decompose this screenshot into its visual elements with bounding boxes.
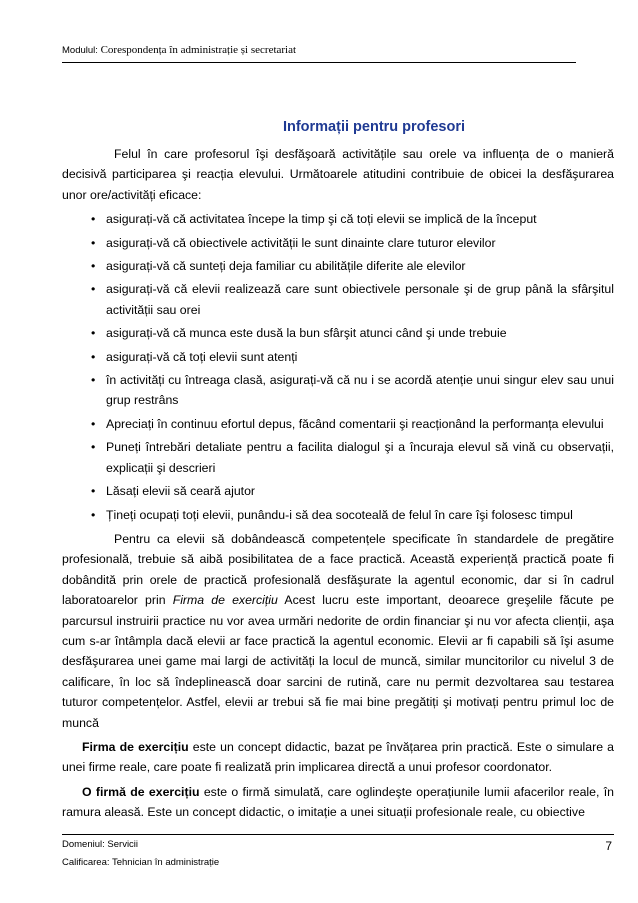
firma-simulated-term: O firmă de exercițiu bbox=[82, 784, 200, 799]
list-item: • asigurați-vă că sunteți deja familiar cu abilitățile diferite ale elevilor bbox=[62, 256, 614, 276]
list-item: • asigurați-vă că elevii realizează care sunt obiectivele personale şi de grup până la sfârşitul activității sau orei bbox=[62, 279, 614, 320]
list-item: • Țineți ocupați toți elevii, punându-i să dea socoteală de felul în care îşi folosesc timpul bbox=[62, 505, 614, 525]
firma-simulated-paragraph: O firmă de exercițiu este o firmă simulată, care oglindeşte operațiunile lumii afacerilor reale, în ramura aleasă. Este un concept didactic, o imitație a unei situații profesionale reale, cu obiective bbox=[62, 784, 614, 820]
bullet-icon: • bbox=[91, 282, 96, 297]
page-title: Informații pentru profesori bbox=[282, 119, 466, 135]
list-item: • Puneți întrebări detaliate pentru a facilita dialogul şi a încuraja elevul să vină cu observații, explicații şi descrieri bbox=[62, 437, 614, 478]
bullet-icon: • bbox=[91, 349, 96, 364]
page-header bbox=[62, 44, 576, 56]
bullet-icon: • bbox=[91, 507, 96, 522]
bullet-icon: • bbox=[91, 440, 96, 455]
list-item: • Apreciați în continuu efortul depus, făcând comentarii şi reacționând la performanța elevului bbox=[62, 414, 614, 434]
bullet-icon: • bbox=[91, 326, 96, 341]
list-item: • în activități cu întreaga clasă, asigurați-vă că nu i se acordă atenție unui singur elev sau unui grup restrâns bbox=[62, 370, 614, 411]
list-item: • asigurați-vă că activitatea începe la timp şi că toți elevii se implică de la început bbox=[62, 209, 614, 229]
intro-paragraph: Felul în care profesorul îşi desfăşoară activitățile sau orele va influența de o manieră decisivă participarea şi reacția elevului. Următoarele atitudini contribuie de obicei la desfăşurarea unor ore/activități eficace: bbox=[62, 147, 614, 202]
header-divider bbox=[62, 62, 576, 63]
list-item: • Lăsați elevii să ceară ajutor bbox=[62, 481, 614, 501]
module-value: Corespondența în administrație și secretariat bbox=[100, 44, 297, 56]
footer-domain: Domeniul: Servicii bbox=[62, 839, 139, 850]
page-number: 7 bbox=[605, 839, 612, 853]
bullet-icon: • bbox=[91, 212, 96, 227]
footer-divider bbox=[62, 834, 614, 835]
bullet-icon: • bbox=[91, 416, 96, 431]
bullet-icon: • bbox=[91, 235, 96, 250]
list-item: • asigurați-vă că munca este dusă la bun sfârşit atunci când şi unde trebuie bbox=[62, 323, 614, 343]
list-item: • asigurați-vă că toți elevii sunt atenți bbox=[62, 347, 614, 367]
attitudes-list bbox=[62, 209, 614, 525]
firma-term: Firma de exercițiu bbox=[82, 739, 189, 754]
practice-paragraph: Pentru ca elevii să dobândească competențele specificate în standardele de pregătire profesională, trebuie să aibă posibilitatea de a face practică. Această experiență practică poate fi dobândită prin orele de practică profesională desfăşurate la agentul economic, dar si în cadrul laboratoarelor prin Firma de exercițiu Acest lucru este important, deoarece greşelile făcute pe parcursul instruirii practice nu vor avea urmări nedorite de ordin financiar şi nu vor afecta clienții, aşa cum s-ar întâmpla dacă elevii ar face practică la agentul economic. Elevii ar fi capabili să îşi asume desfăşurarea unei game mai largi de activități la locul de muncă, similar muncitorilor cu nivelul 3 de calificare, în loc să îndeplinească doar sarcini de rutină, care nu permit dezvoltarea sau testarea tuturor competențelor. Astfel, elevii ar trebui să fie mai bine pregătiți şi motivați pentru primul loc de muncă bbox=[62, 531, 614, 730]
list-item: • asigurați-vă că obiectivele activității le sunt dinainte clare tuturor elevilor bbox=[62, 233, 614, 253]
firma-exercitiu-italic: Firma de exercițiu bbox=[172, 593, 278, 608]
firma-definition-paragraph: Firma de exercițiu este un concept didactic, bazat pe învățarea prin practică. Este o simulare a unei firme reale, care poate fi realizată prin implicarea directă a unui profesor coordonator. bbox=[62, 739, 614, 775]
main-content bbox=[62, 144, 614, 823]
footer-qualification: Calificarea: Tehnician în administrație bbox=[62, 857, 220, 868]
module-label: Modulul: bbox=[62, 45, 98, 56]
bullet-icon: • bbox=[91, 373, 96, 388]
bullet-icon: • bbox=[91, 259, 96, 274]
bullet-icon: • bbox=[91, 484, 96, 499]
